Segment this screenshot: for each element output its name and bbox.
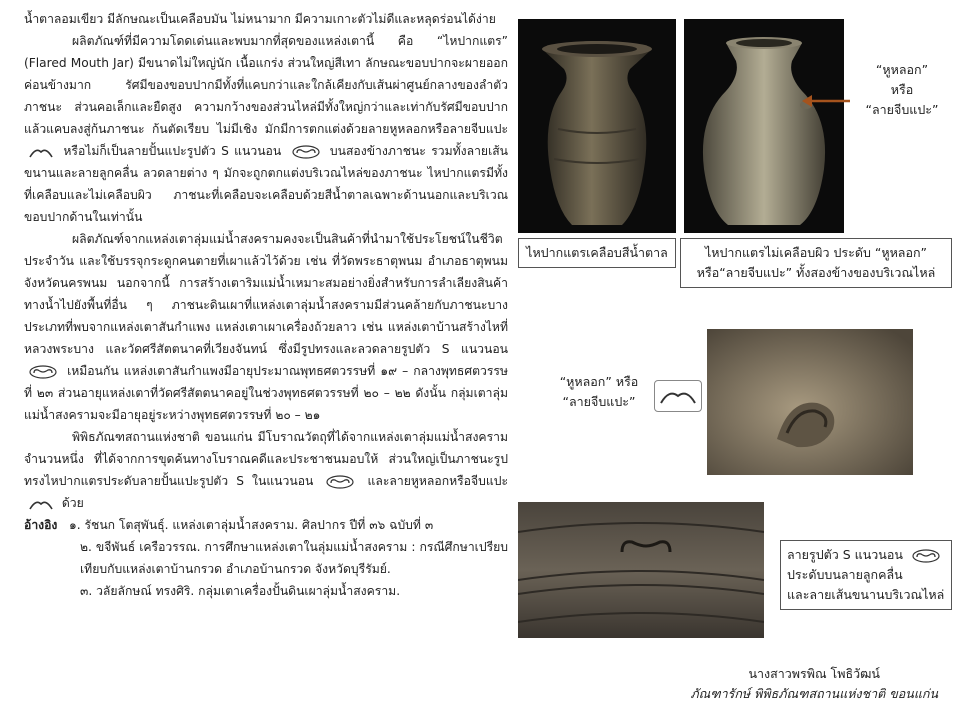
pinched-ear-icon [28, 497, 54, 511]
caption-line: ประดับบนลายลูกคลื่น [787, 567, 903, 582]
caption-line [787, 545, 945, 565]
glazed-jar-photo [518, 19, 676, 233]
ear-lug-callout [548, 372, 650, 412]
caption-line: หรือ“ลายจีบแปะ” ทั้งสองข้างของบริเวณไหล่ [696, 265, 936, 280]
unglazed-jar-photo [684, 19, 844, 233]
pointer-arrow-icon [800, 94, 852, 108]
callout-line: หรือ [890, 82, 914, 97]
callout-line: “ลายจีบแปะ” [865, 102, 939, 117]
caption-glazed-jar [518, 238, 676, 268]
reference-text: ๑. รัชนก โตสุพันธุ์. แหล่งเตาลุ่มน้ำสงคราม. ศิลปากร ปีที่ ๓๖ ฉบับที่ ๓ [69, 518, 434, 532]
paragraph-text: พิพิธภัณฑสถานแห่งชาติ ขอนแก่น มีโบราณวัตถุที่ได้จากแหล่งเตาลุ่มแม่น้ำสงครามจำนวนหนึ่ง ที่ได้จากการขุดค้นทางโบราณคดีและประชาชนมอบให้ ส่วนใหญ่เป็นภาชนะรูปทรงไหปากแตรประดับลายปั้นแปะรูปตัว S ในแนวนอน [24, 430, 508, 488]
article-paragraph-museum [24, 426, 508, 514]
pinched-ear-icon [28, 145, 54, 159]
paragraph-text: ผลิตภัณฑ์ที่มีความโดดเด่นและพบมากที่สุดของแหล่งเตานี้ คือ “ไหปากแตร” (Flared Mouth Jar) มีขนาดไม่ใหญ่นัก เนื้อแกร่ง ส่วนใหญ่สีเทา ลักษณะขอบปากจะผายออกค่อนข้างมาก รัศมีของขอบปากมีทั้งที่แคบกว่าและใกล้เคียงกับเส้นผ่าศูนย์กลางของลำตัวภาชนะ ส่วนคอเล็กและยืดสูง ความกว้างของส่วนไหล่มีทั้งใหญ่กว่าและเท่ากับรัศมีขอบปาก แล้วแคบลงสู่ก้นภาชนะ ก้นตัดเรียบ ไม่มีเชิง มักมีการตกแต่งด้วยลายหูหลอกหรือลายจีบแปะ [24, 34, 508, 136]
callout-line: “หูหลอก” หรือ [559, 374, 639, 389]
paragraph-text: หรือไม่ก็เป็นลายปั้นแปะรูปตัว S แนวนอน [63, 144, 282, 158]
article-line-1: น้ำตาลอมเขียว มีลักษณะเป็นเคลือบมัน ไม่หนามาก มีความเกาะตัวไม่ดีและหลุดร่อนได้ง่าย [24, 12, 496, 26]
s-motif-closeup-photo [518, 502, 764, 638]
horizontal-s-icon [291, 145, 321, 159]
article-paragraph-trade [24, 228, 508, 426]
reference-label: อ้างอิง [24, 518, 58, 532]
author-name: นางสาวพรพิณ โพธิวัฒน์ [748, 666, 880, 681]
horizontal-s-icon [325, 475, 355, 489]
article-paragraph-jar [24, 30, 508, 228]
caption-unglazed-jar [680, 238, 952, 288]
paragraph-text: เหมือนกัน แหล่งเตาสันกำแพงมีอายุประมาณพุทธศตวรรษที่ ๑๙ – กลางพุทธศตวรรษที่ ๒๓ ส่วนอายุแหล่งเตาที่วัดศรีสัตตนาคอยู่ในช่วงพุทธศตวรรษที่ ๒๐ – ๒๒ ดังนั้น กลุ่มเตาลุ่มแม่น้ำสงครามจะมีอายุอยู่ระหว่างพุทธศตวรรษที่ ๒๐ – ๒๑ [24, 364, 508, 422]
caption-text: ไหปากแตรเคลือบสีน้ำตาล [526, 245, 668, 260]
caption-line: และลายเส้นขนานบริเวณไหล่ [787, 587, 945, 602]
callout-line: “ลายจีบแปะ” [562, 394, 636, 409]
paragraph-text: ผลิตภัณฑ์จากแหล่งเตาลุ่มแม่น้ำสงครามคงจะเป็นสินค้าที่นำมาใช้ประโยชน์ในชีวิตประจำวัน และใช้บรรจุกระดูกคนตายที่เผาแล้วไว้ด้วย เช่น ที่วัดพระธาตุพนม อำเภอธาตุพนม จังหวัดนครพนม นอกจากนี้ การสร้างเตาริมแม่น้ำเหมาะสมอย่างยิ่งสำหรับการลำเลียงสินค้าทางน้ำไปยังพื้นที่อื่น ๆ ภาชนะดินเผาที่แหล่งเตาลุ่มน้ำสงครามมีส่วนคล้ายกับภาชนะบางประเภทที่พบจากแหล่งเตาสันกำแพง แหล่งเตาเผาเครื่องถ้วยลาว เช่น แหล่งเตาบ้านสร้างไหที่หลวงพระบาง และวัดศรีสัตตนาคที่เวียงจันทน์ ซึ่งมีรูปทรงและลวดลายรูปตัว S แนวนอน [24, 232, 508, 356]
author-credit [690, 664, 938, 704]
reference-3: ๓. วลัยลักษณ์ ทรงศิริ. กลุ่มเตาเครื่องปั้นดินเผาลุ่มน้ำสงคราม. [80, 584, 401, 598]
caption-line: ไหปากแตรไม่เคลือบผิว ประดับ “หูหลอก” [704, 245, 928, 260]
callout-line: “หูหลอก” [875, 62, 929, 77]
ear-motif-icon-box [654, 380, 702, 412]
author-title: ภัณฑารักษ์ พิพิธภัณฑสถานแห่งชาติ ขอนแก่น [690, 686, 938, 701]
caption-s-motif [780, 540, 952, 610]
reference-2: ๒. ขจีพันธ์ เครือวรรณ. การศึกษาแหล่งเตาในลุ่มแม่น้ำสงคราม : กรณีศึกษาเปรียบเทียบกับแหล่งเตาบ้านกรวด อำเภอบ้านกรวด จังหวัดบุรีรัมย์. [80, 540, 508, 576]
paragraph-text: และลายหูหลอกหรือจีบแปะ [367, 474, 509, 488]
paragraph-text: ด้วย [61, 496, 84, 510]
horizontal-s-icon [28, 365, 58, 379]
ear-lug-closeup-photo [707, 329, 913, 475]
ear-motif-callout [850, 60, 954, 120]
horizontal-s-icon [911, 549, 941, 563]
paragraph-text: บนสองข้างภาชนะ รวมทั้งลายเส้นขนานและลายลูกคลื่น ลวดลายต่าง ๆ มักจะถูกตกแต่งบริเวณไหล่ของภาชนะ ไหปากแตรมีทั้งที่เคลือบและไม่เคลือบผิว ภาชนะที่เคลือบจะเคลือบด้วยสีน้ำตาลเฉพาะด้านนอกและบริเวณขอบปากด้านในเท่านั้น [24, 144, 509, 224]
article-body [24, 8, 508, 602]
reference-1 [24, 514, 508, 536]
caption-text: ลายรูปตัว S แนวนอน [787, 547, 903, 562]
pinched-ear-icon [655, 381, 701, 411]
